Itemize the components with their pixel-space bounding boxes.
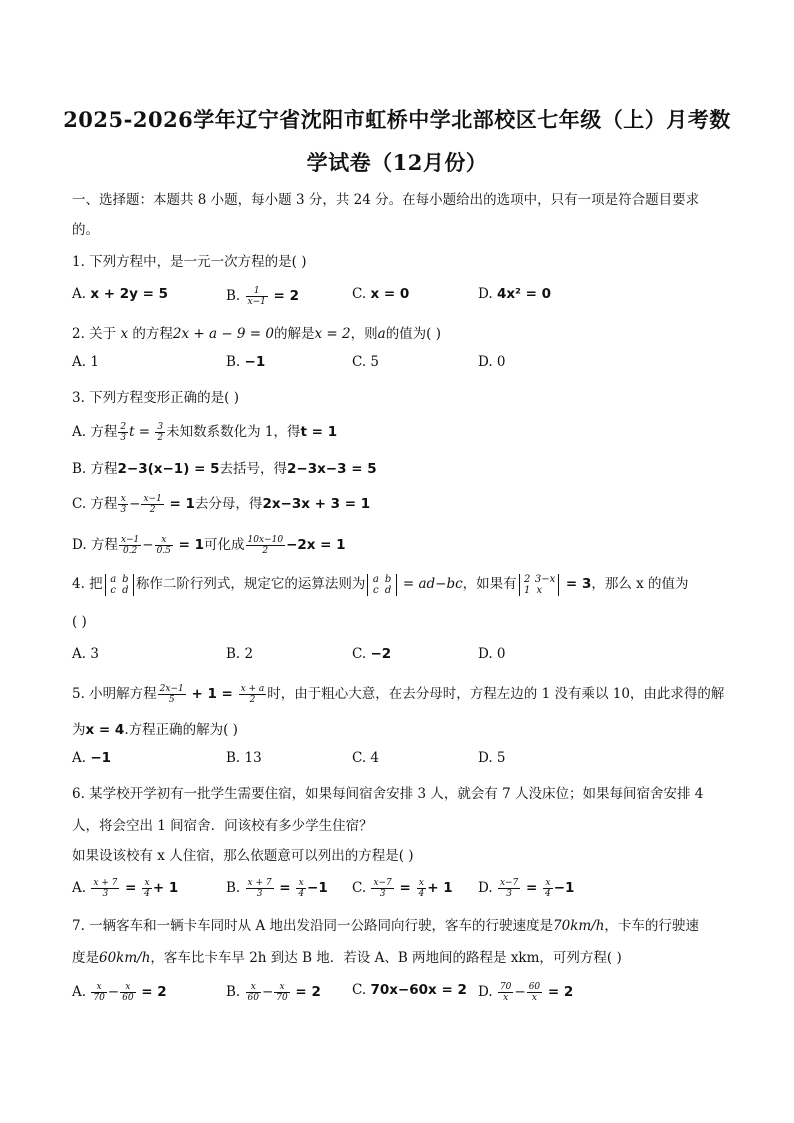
question-6-options [72,878,722,900]
q1-option-a[interactable]: A. x + 2y = 5 [72,286,169,302]
question-5-options [72,750,722,772]
q2-option-d[interactable]: D. 0 [478,354,506,370]
q7-option-a[interactable]: A. $\frac{x}{70}$ − $\frac{x}{60}$ = 2 [72,982,167,1003]
q6-option-b[interactable]: B. $\frac{x + 7}{3}$ = $\frac{x}{4}$ −1 [226,878,328,899]
exam-title-line-1: 2025-2026学年辽宁省沈阳市虹桥中学北部校区七年级（上）月考数 [63,107,731,132]
q3-option-b[interactable]: B. 方程2−3(x−1) = 5去括号，得2−3x−3 = 5 [72,461,377,477]
q2-option-c[interactable]: C. 5 [352,354,380,370]
determinant-given: 2 3−x 1 x [519,574,560,596]
q1-option-d[interactable]: D. 4x² = 0 [478,286,552,302]
question-2-options [72,354,722,376]
question-4-options [72,646,722,668]
exam-title-line-2: 学试卷（12月份） [306,150,488,175]
q3-option-a[interactable]: A. 方程 $\frac{2}{3}$ t = $\frac{3}{2}$ 未知数系数化为 1，得t = 1 [72,422,338,443]
q5-option-a[interactable]: A. −1 [72,750,112,766]
section-instruction-cont: 的。 [72,222,99,238]
q4-option-a[interactable]: A. 3 [72,646,99,662]
q3-option-c[interactable]: C. 方程 $\frac{x}{3}$ − $\frac{x-1}{2}$ = 1去分母，得2x−3x + 3 = 1 [72,494,371,515]
q1-option-b[interactable]: B. $\frac{1}{x-1}$ = 2 [226,286,299,307]
question-5-stem: 5. 小明解方程 $\frac{2x-1}{5}$ + 1 = $\frac{x + a}{2}$ 时，由于粗心大意，在去分母时，方程左边的 1 没有乘以 10，由此求得的解 [72,684,725,705]
determinant-abcd: a b c d [105,574,134,596]
q4-option-c[interactable]: C. −2 [352,646,392,662]
q4-option-d[interactable]: D. 0 [478,646,506,662]
q2-option-b[interactable]: B. −1 [226,354,266,370]
q1-option-c[interactable]: C. x = 0 [352,286,410,302]
section-instruction: 一、选择题：本题共 8 小题，每小题 3 分，共 24 分。在每小题给出的选项中，只有一项是符合题目要求 [72,192,700,208]
question-3-stem: 3. 下列方程变形正确的是( ) [72,390,239,406]
question-1-options [72,286,722,308]
question-1-stem: 1. 下列方程中，是一元一次方程的是( ) [72,254,307,270]
q2-option-a[interactable]: A. 1 [72,354,99,370]
q3-option-d[interactable]: D. 方程 $\frac{x-1}{0.2}$ − $\frac{x}{0.5}$ = 1可化成 $\frac{10x-10}{2}$ −2x = 1 [72,535,346,556]
question-6-prompt: 如果设该校有 x 人住宿，那么依题意可以列出的方程是( ) [72,848,414,864]
question-6-stem-cont: 人，将会空出 1 间宿舍．问该校有多少学生住宿？ [72,818,373,834]
q5-option-d[interactable]: D. 5 [478,750,506,766]
q6-option-d[interactable]: D. $\frac{x-7}{3}$ = $\frac{x}{4}$ −1 [478,878,575,899]
q6-option-c[interactable]: C. $\frac{x-7}{3}$ = $\frac{x}{4}$ + 1 [352,878,453,899]
q7-option-c[interactable]: C. 70x−60x = 2 [352,982,467,998]
q7-option-d[interactable]: D. $\frac{70}{x}$ − $\frac{60}{x}$ = 2 [478,982,574,1003]
determinant-rule: a b c d [367,574,396,596]
q6-option-a[interactable]: A. $\frac{x + 7}{3}$ = $\frac{x}{4}$ + 1 [72,878,179,899]
q5-option-c[interactable]: C. 4 [352,750,380,766]
question-7-stem: 7. 一辆客车和一辆卡车同时从 A 地出发沿同一公路同向行驶，客车的行驶速度是70km/h，卡车的行驶速 [72,918,699,934]
question-2-stem: 2. 关于 x 的方程2x + a − 9 = 0的解是x = 2，则a的值为( ) [72,326,442,342]
question-7-options [72,982,722,1004]
question-4-stem: 4. 把 a b c d 称作二阶行列式，规定它的运算法则为 a b c d = ad−bc，如果有 2 3−x 1 x = 3，那么 x 的值为 [72,573,689,596]
question-4-stem-cont: ( ) [72,614,87,630]
question-6-stem: 6. 某学校开学初有一批学生需要住宿，如果每间宿舍安排 3 人，就会有 7 人没床位；如果每间宿舍安排 4 [72,786,704,802]
q7-option-b[interactable]: B. $\frac{x}{60}$ − $\frac{x}{70}$ = 2 [226,982,321,1003]
question-5-stem-cont: 为x = 4.方程正确的解为( ) [72,722,238,738]
q4-option-b[interactable]: B. 2 [226,646,254,662]
q5-option-b[interactable]: B. 13 [226,750,262,766]
question-7-stem-cont: 度是60km/h，客车比卡车早 2h 到达 B 地．若设 A、B 两地间的路程是 xkm，可列方程( ) [72,950,622,966]
